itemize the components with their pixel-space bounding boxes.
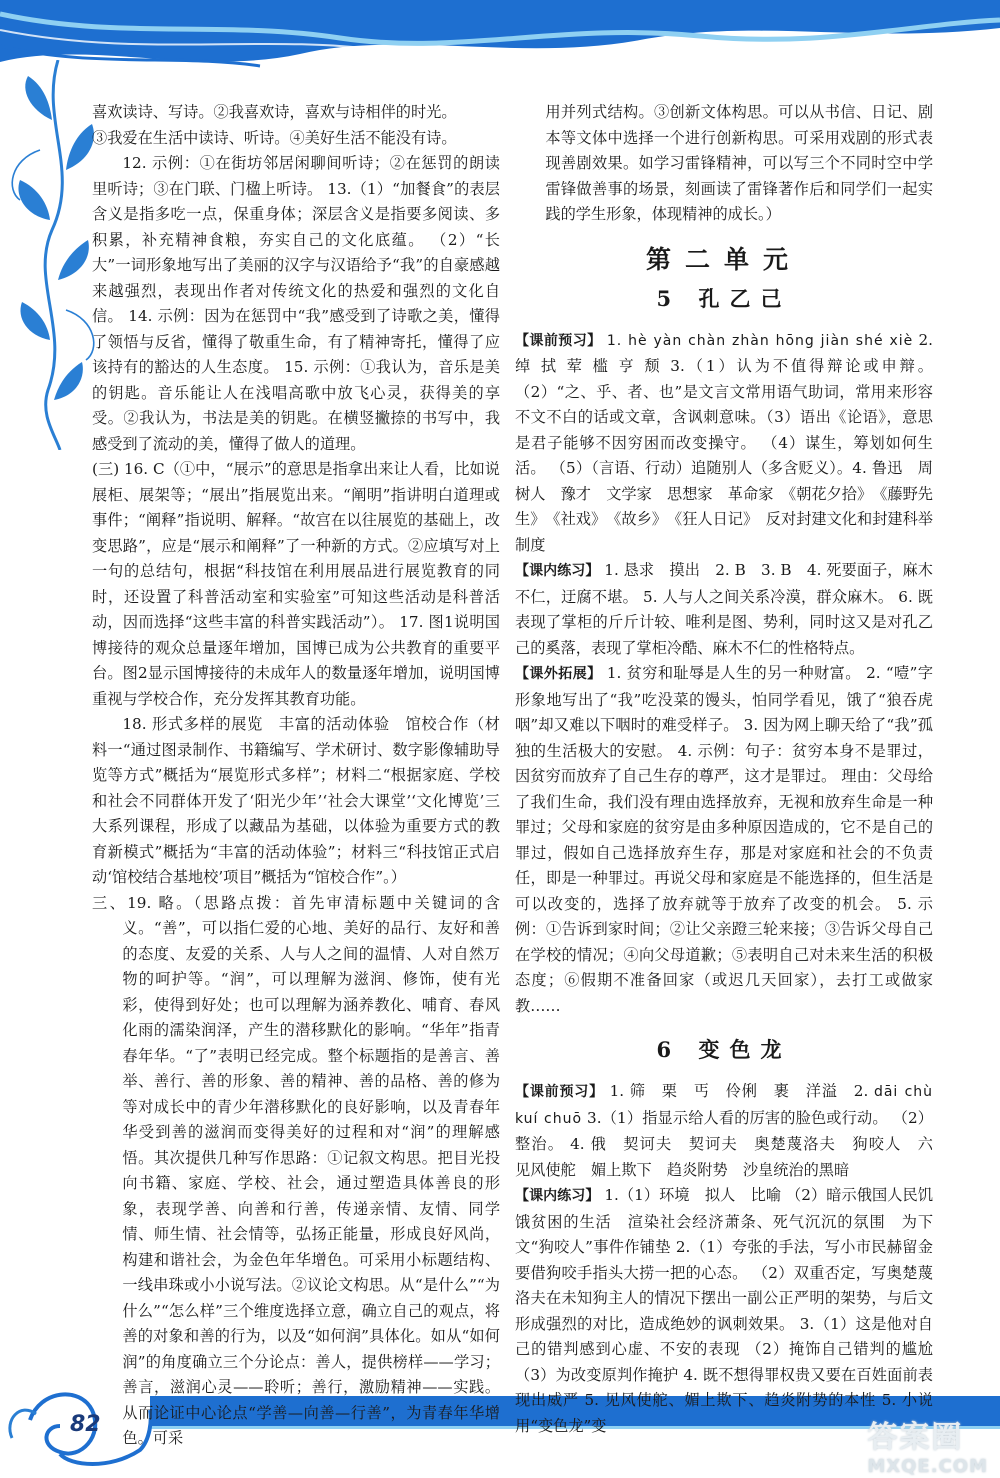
watermark-logo-text: 答案圈	[867, 1420, 964, 1455]
page-number: 82	[70, 1412, 101, 1437]
section-tag: 【课前预习】	[515, 1084, 604, 1100]
pinyin-text: 1. hè yàn chàn zhàn hōng jiàn shé xiè	[606, 332, 914, 349]
paragraph: 3.（1）指显示给人看的厉害的脸色或行动。 （2）整治。 4. 俄 契诃夫 契诃夫 奥楚蔑洛夫 狗咬人 六 见风使舵 媚上欺下 趋炎附势 沙皇统治的黑暗	[515, 1108, 949, 1179]
section-tag: 【课外拓展】	[515, 666, 602, 682]
section-preview	[515, 328, 933, 559]
section-tag: 【课前预习】	[515, 332, 602, 349]
watermark-url: MXQE.COM	[867, 1456, 988, 1477]
paragraph: 1. 筛 栗 丐 伶俐 裹 洋溢 2.	[609, 1082, 869, 1100]
lesson-title: 6 变色龙	[656, 1037, 792, 1062]
section-extend	[515, 661, 933, 1019]
right-column	[515, 100, 949, 1439]
lesson-title: 5 孔乙己	[656, 285, 792, 311]
section-tag: 【课内练习】	[515, 1188, 600, 1204]
paragraph: 1. 贫穷和耻辱是人生的另一种财富。 2. “噎”字形象地写出了“我”吃没菜的馒头，怕同学看见，饿了“狼吞虎咽”却又难以下咽时的难受样子。 3. 因为网上聊天给了“我”孤独的生活极大的安慰。 4. 示例：句子：贫穷本身不是罪过，因贫穷而放弃了自己生存的尊严，这才是罪过。 理由：父母给了我们生命，我们没有理由选择放弃，无视和放弃生命是一种罪过；父母和家庭的贫穷是由多种原因造成的，它不是自己的罪过，假如自己选择放弃生存，那是对家庭和社会的不负责任，即是一种罪过。再说父母和家庭是不能选择的，但生活是可以改变的，选择了放弃就等于放弃了改变的机会。 5. 示例：①告诉到家时间；②让父亲蹬三轮来接；③告诉父母自己在学校的情况；④向父母道歉；⑤表明自己对未来生活的积极态度；⑥假期不准备回家（或迟几天回家），去打工或做家教……	[515, 664, 934, 1015]
paragraph: 2. 绰 拭 荤 槛 亨 颓 3.（1）认为不值得辩论或申辩。 （2）“之、乎、者、也”是文言文常用语气助词，常用来形容不文不白的话或文章，含讽刺意味。（3）语出《论语》，意思是君子能够不因穷困而改变操守。 （4）谋生，筹划如何生活。 （5）（言语、行动）追随别人（多含贬义）。4. 鲁迅 周树人 豫才 文学家 思想家 革命家 《朝花夕拾》 《藤野先生》 《社戏》 《故乡》 《狂人日记》 反对封建文化和封建科举制度	[515, 330, 933, 554]
top-banner	[0, 0, 1000, 80]
paragraph: 用并列式结构。③创新文体构思。可以从书信、日记、剧本等文体中选择一个进行创新构思。可采用戏剧的形式表现善剧效果。如学习雷锋精神，可以写三个不同时空中学雷锋做善事的场景，刻画读了雷锋著作后和同学们一起实践的学生形象，体现精神的成长。）	[545, 103, 933, 223]
paragraph: 1. 恳求 摸出 2. B 3. B 4. 死要面子，麻木不仁，迂腐不堪。 5. 人与人之间关系冷漠，群众麻木。 6. 既表现了掌柜的斤斤计较、唯利是图、势利，同时这又是对孔乙己的奚落，表现了掌柜冷酷、麻木不仁的性格特点。	[515, 561, 933, 657]
section-practice	[515, 1183, 933, 1439]
left-column	[92, 100, 500, 1452]
paragraph: ③我爱在生活中读诗、听诗。④美好生活不能没有诗。	[92, 128, 457, 147]
paragraph: 喜欢读诗、写诗。②我喜欢诗，喜欢与诗相伴的时光。	[92, 103, 457, 121]
unit-title: 第二单元	[645, 244, 802, 274]
paragraph: 三、19. 略。（思路点拨：首先审清标题中关键词的含义。“善”，可以指仁爱的心地、美好的品行、友好和善的态度、友爱的关系、人与人之间的温情、人对自然万物的呵护等。“润”，可以理解为滋润、修饰，使有光彩，使得到好处；也可以理解为涵养教化、哺育、春风化雨的濡染润泽，产生的潜移默化的影响。“华年”指青春年华。“了”表明已经完成。整个标题指的是善言、善举、善行、善的形象、善的精神、善的品格、善的修为等对成长中的青少年潜移默化的良好影响，以及青春年华受到善的滋润而变得美好的过程和对“润”的理解感悟。其次提供几种写作思路：①记叙文构思。把目光投向书籍、家庭、学校、社会，通过塑造具体善良的形象，表现学善、向善和行善，传递亲情、友情、同学情、师生情、社会情等，弘扬正能量，形成良好风尚，构建和谐社会，为金色年华增色。可采用小标题结构、一线串珠或小小说写法。②议论文构思。从“是什么”“为什么”“怎么样”三个维度选择立意，确立自己的观点，将善的对象和善的行为，以及“如何润”具体化。如从“如何润”的角度确立三个分论点：善人，提供榜样——学习；善言，滋润心灵——聆听；善行，激励精神——实践。从而论证中心论点“学善—向善—行善”，为青春年华增色。可采	[92, 893, 500, 1447]
paragraph: (三) 16. C（①中，“展示”的意思是指拿出来让人看，比如说展柜、展架等；“展出”指展览出来。“阐明”指讲明白道理或事件；“阐释”指说明、解释。“故宫在以往展览的基础上，改变思路”，应是“展示和阐释”了一种新的方式。②应填写对上一句的总结句，根据“科技馆在利用展品进行展览教育的同时，还设置了科普活动室和实验室”可知这些活动是科普活动，因而选择“这些丰富的科普实践活动”）。 17. 图1说明国博接待的观众总量逐年增加，国博已成为公共教育的重要平台。图2显示国博接待的未成年人的数量逐年增加，说明国博重视与学校合作，充分发挥其教育功能。	[92, 460, 500, 708]
section-preview	[515, 1079, 949, 1183]
paragraph: 18. 形式多样的展览 丰富的活动体验 馆校合作（材料一“通过图录制作、书籍编写、学术研讨、数字影像辅助导览等方式”概括为“展览形式多样”；材料二“根据家庭、学校和社会不同群体开发了‘阳光少年’‘社会大课堂’‘文化博览’三大系列课程，形成了以藏品为基础，以体验为重要方式的教育新模式”概括为“丰富的活动体验”；材料三“科技馆正式启动‘馆校结合基地校’项目”概括为“馆校合作”。）	[92, 715, 500, 886]
paragraph: 1.（1）环境 拟人 比喻 （2）暗示俄国人民饥饿贫困的生活 渲染社会经济萧条、死气沉沉的氛围 为下文“狗咬人”事件作铺垫 2.（1）夸张的手法，写小市民赫留金要借狗咬手指头大捞一把的心态。 （2）双重否定，写奥楚蔑洛夫在未知狗主人的情况下摆出一副公正严明的架势，与后文形成强烈的对比，造成绝妙的讽刺效果。 3.（1）这是他对自己的错判感到心虚、不安的表现 （2）掩饰自己错判的尴尬 （3）为改变原判作掩护 4. 既不想得罪权贵又要在百姓面前表现出威严 5. 见风使舵、媚上欺下、趋炎附势的本性 5. 小说用“变色龙”变	[515, 1186, 934, 1435]
paragraph: 12. 示例：①在街坊邻居闲聊间听诗；②在惩罚的朗读里听诗；③在门联、门楹上听诗。 13.（1）“加餐食”的表层含义是指多吃一点，保重身体；深层含义是指要多阅读、多积累，补充精神食粮，夯实自己的文化底蕴。 （2）“长大”一词形象地写出了美丽的汉字与汉语给予“我”的自豪感越来越强烈，表现出作者对传统文化的热爱和强烈的文化自信。 14. 示例：因为在惩罚中“我”感受到了诗歌之美，懂得了领悟与反省，懂得了敬重生命，有了精神寄托，懂得了应该持有的豁达的人生态度。 15. 示例：①我认为，音乐是美的钥匙。音乐能让人在浅唱高歌中放飞心灵，获得美的享受。②我认为，书法是美的钥匙。在横竖撇捺的书写中，我感受到了流动的美，懂得了做人的道理。	[92, 154, 500, 453]
pinyin-text: dāi chù kuí chuō	[515, 1084, 934, 1127]
section-practice	[515, 558, 933, 661]
section-tag: 【课内练习】	[515, 563, 600, 579]
